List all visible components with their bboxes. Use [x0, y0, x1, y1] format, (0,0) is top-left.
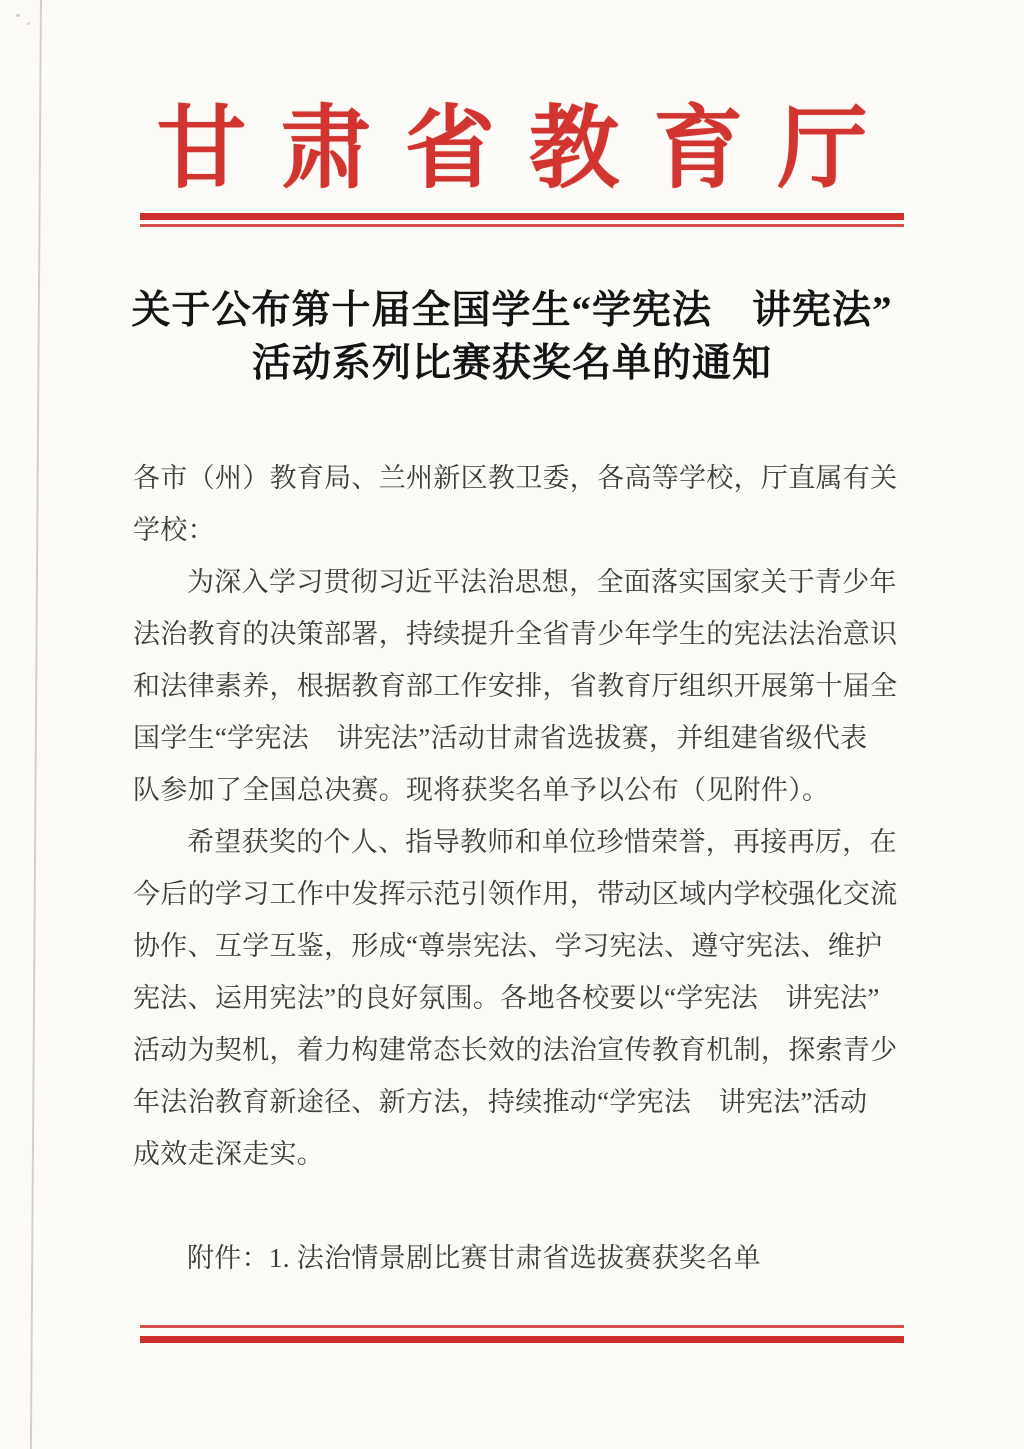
body-line: 为深入学习贯彻习近平法治思想，全面落实国家关于青少年 — [187, 567, 897, 597]
scan-speck — [16, 14, 20, 17]
body-line: 协作、互学互鉴，形成“尊崇宪法、学习宪法、遵守宪法、维护 — [133, 931, 883, 961]
doc-title-line2: 活动系列比赛获奖名单的通知 — [251, 342, 772, 385]
doc-title — [0, 284, 1024, 390]
footer-rule-thin — [140, 1325, 904, 1328]
doc-title-line1: 关于公布第十届全国学生“学宪法 讲宪法” — [131, 289, 893, 332]
body-line: 法治教育的决策部署，持续提升全省青少年学生的宪法法治意识 — [133, 619, 898, 649]
body-line: 和法律素养，根据教育部工作安排，省教育厅组织开展第十届全 — [133, 671, 898, 701]
document-body — [133, 452, 913, 1284]
scan-speck — [27, 22, 30, 25]
body-line: 活动为契机，着力构建常态长效的法治宣传教育机制，探索青少 — [133, 1035, 898, 1065]
attachment-line: 附件：1. 法治情景剧比赛甘肃省选拔赛获奖名单 — [187, 1243, 761, 1273]
body-line: 队参加了全国总决赛。现将获奖名单予以公布（见附件）。 — [133, 775, 830, 805]
body-line: 各市（州）教育局、兰州新区教卫委，各高等学校，厅直属有关 — [133, 463, 898, 493]
body-line: 学校： — [133, 515, 215, 545]
header-rule-thick — [140, 213, 904, 220]
body-line: 国学生“学宪法 讲宪法”活动甘肃省选拔赛，并组建省级代表 — [133, 723, 868, 753]
scan-edge-line — [30, 0, 42, 1449]
body-line: 宪法、运用宪法”的良好氛围。各地各校要以“学宪法 讲宪法” — [133, 983, 880, 1013]
org-name-text: 甘肃省教育厅 — [156, 100, 902, 199]
body-line: 成效走深走实。 — [133, 1139, 325, 1169]
footer-rule-thick — [140, 1336, 904, 1343]
body-line: 年法治教育新途径、新方法，持续推动“学宪法 讲宪法”活动 — [133, 1087, 868, 1117]
body-line: 希望获奖的个人、指导教师和单位珍惜荣誉，再接再厉，在 — [187, 827, 897, 857]
body-line: 今后的学习工作中发挥示范引领作用，带动区域内学校强化交流 — [133, 879, 898, 909]
header-rule-thin — [140, 224, 904, 227]
org-name — [0, 102, 1024, 198]
